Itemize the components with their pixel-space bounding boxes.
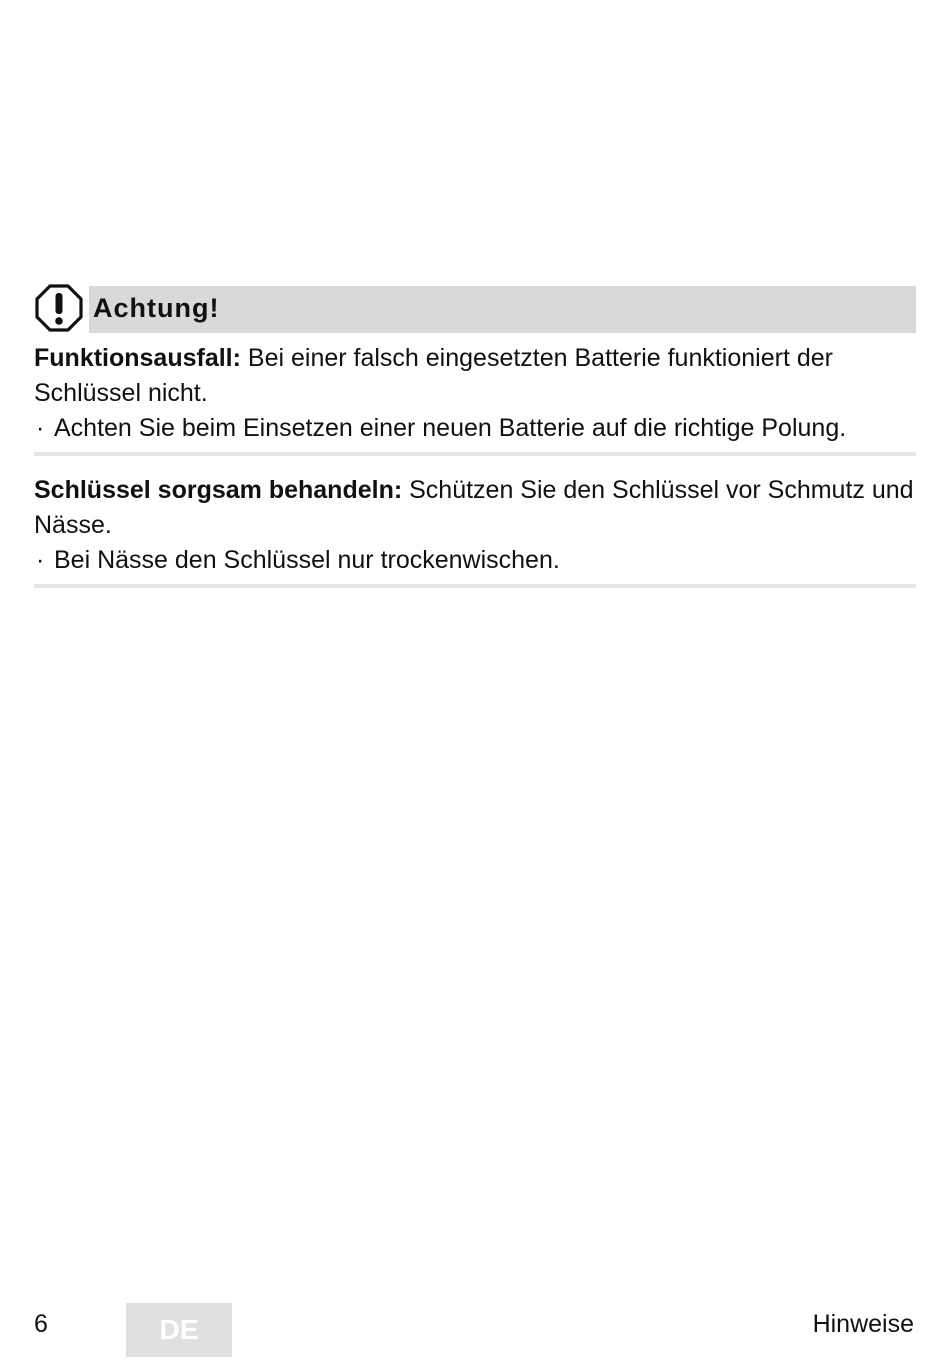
bullet-text: Achten Sie beim Einsetzen einer neuen Batterie auf die richtige Polung. xyxy=(54,414,847,442)
warning-title: Achtung! xyxy=(93,293,220,323)
exclamation-octagon-icon xyxy=(34,283,84,333)
notice-paragraph xyxy=(34,341,916,411)
notice-paragraph xyxy=(34,473,916,543)
language-badge: DE xyxy=(126,1303,232,1357)
bullet-item xyxy=(34,543,916,578)
bullet-dot: · xyxy=(36,414,45,442)
notice-text: Schützen Sie den Schlüssel vor Schmutz und Nässe. xyxy=(34,476,914,539)
notice-text: Bei einer falsch eingesetzten Batterie funktioniert der Schlüssel nicht. xyxy=(34,344,833,407)
section-name: Hinweise xyxy=(812,1310,914,1338)
notice-block-key-care xyxy=(34,473,916,578)
bullet-item xyxy=(34,411,916,446)
page-number: 6 xyxy=(34,1310,48,1338)
divider xyxy=(34,452,916,456)
bullet-dot: · xyxy=(36,546,45,574)
warning-title-bar xyxy=(89,286,916,333)
warning-header xyxy=(34,283,916,333)
bullet-text: Bei Nässe den Schlüssel nur trockenwischen. xyxy=(54,546,560,574)
notice-heading: Funktionsausfall: xyxy=(34,344,241,372)
notice-heading: Schlüssel sorgsam behandeln: xyxy=(34,476,403,504)
divider xyxy=(34,584,916,588)
notice-block-function-failure xyxy=(34,341,916,446)
